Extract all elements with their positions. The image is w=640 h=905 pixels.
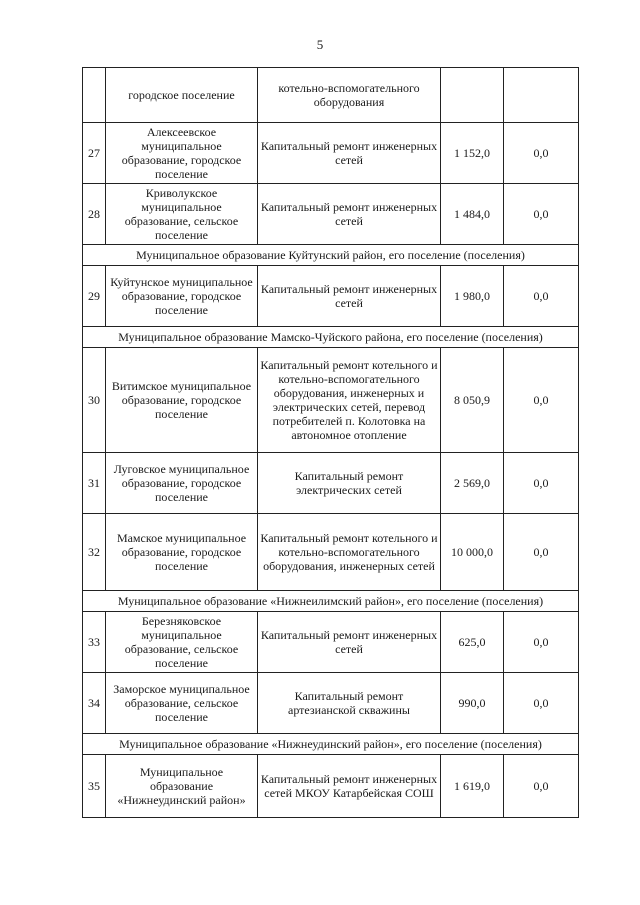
section-header-row (83, 245, 579, 266)
row-number: 31 (83, 453, 106, 514)
amount-cell: 2 569,0 (441, 453, 504, 514)
other-amount-cell: 0,0 (504, 755, 579, 818)
page-number: 5 (316, 37, 324, 52)
work-description: Капитальный ремонт инженерных сетей (258, 123, 441, 184)
row-number: 32 (83, 514, 106, 591)
other-amount-cell (504, 68, 579, 123)
table-row (83, 514, 579, 591)
row-number: 30 (83, 348, 106, 453)
section-title: Муниципальное образование «Нижнеилимский район», его поселение (поселения) (83, 591, 579, 612)
amount-cell: 1 619,0 (441, 755, 504, 818)
row-number (83, 68, 106, 123)
other-amount-cell: 0,0 (504, 673, 579, 734)
work-description: Капитальный ремонт инженерных сетей МКОУ Катарбейская СОШ (258, 755, 441, 818)
municipality-name: Криволукское муниципальное образование, сельское поселение (106, 184, 258, 245)
table-row (83, 348, 579, 453)
work-description: Капитальный ремонт инженерных сетей (258, 612, 441, 673)
row-number: 29 (83, 266, 106, 327)
section-header-row (83, 591, 579, 612)
table-row (83, 184, 579, 245)
other-amount-cell: 0,0 (504, 612, 579, 673)
amount-cell: 10 000,0 (441, 514, 504, 591)
table-row (83, 266, 579, 327)
municipality-name: Березняковское муниципальное образование, сельское поселение (106, 612, 258, 673)
other-amount-cell: 0,0 (504, 184, 579, 245)
row-number: 34 (83, 673, 106, 734)
funding-table (82, 67, 579, 818)
municipality-name: Куйтунское муниципальное образование, городское поселение (106, 266, 258, 327)
work-description: Капитальный ремонт котельного и котельно-вспомогательного оборудования, инженерных сетей (258, 514, 441, 591)
section-header-row (83, 734, 579, 755)
amount-cell: 1 484,0 (441, 184, 504, 245)
amount-cell: 8 050,9 (441, 348, 504, 453)
table-row (83, 123, 579, 184)
municipality-name: Мамское муниципальное образование, городское поселение (106, 514, 258, 591)
work-description: Капитальный ремонт инженерных сетей (258, 184, 441, 245)
municipality-name: Алексеевское муниципальное образование, городское поселение (106, 123, 258, 184)
municipality-name: городское поселение (106, 68, 258, 123)
section-title: Муниципальное образование Куйтунский район, его поселение (поселения) (83, 245, 579, 266)
municipality-name: Заморское муниципальное образование, сельское поселение (106, 673, 258, 734)
amount-cell (441, 68, 504, 123)
other-amount-cell: 0,0 (504, 453, 579, 514)
work-description: Капитальный ремонт инженерных сетей (258, 266, 441, 327)
table-row (83, 612, 579, 673)
municipality-name: Луговское муниципальное образование, городское поселение (106, 453, 258, 514)
table-row (83, 453, 579, 514)
amount-cell: 990,0 (441, 673, 504, 734)
work-description: Капитальный ремонт артезианской скважины (258, 673, 441, 734)
row-number: 35 (83, 755, 106, 818)
row-number: 27 (83, 123, 106, 184)
work-description: котельно-вспомогательного оборудования (258, 68, 441, 123)
other-amount-cell: 0,0 (504, 348, 579, 453)
section-title: Муниципальное образование Мамско-Чуйского района, его поселение (поселения) (83, 327, 579, 348)
section-header-row (83, 327, 579, 348)
row-number: 28 (83, 184, 106, 245)
municipality-name: Муниципальное образование «Нижнеудинский район» (106, 755, 258, 818)
amount-cell: 1 980,0 (441, 266, 504, 327)
row-number: 33 (83, 612, 106, 673)
work-description: Капитальный ремонт электрических сетей (258, 453, 441, 514)
work-description: Капитальный ремонт котельного и котельно-вспомогательного оборудования, инженерных и электрических сетей, перевод потребителей п. Колотовка на автономное отопление (258, 348, 441, 453)
table-row (83, 673, 579, 734)
section-title: Муниципальное образование «Нижнеудинский район», его поселение (поселения) (83, 734, 579, 755)
other-amount-cell: 0,0 (504, 266, 579, 327)
amount-cell: 1 152,0 (441, 123, 504, 184)
table-row (83, 755, 579, 818)
table-body (83, 68, 579, 818)
table-row (83, 68, 579, 123)
amount-cell: 625,0 (441, 612, 504, 673)
municipality-name: Витимское муниципальное образование, городское поселение (106, 348, 258, 453)
other-amount-cell: 0,0 (504, 514, 579, 591)
other-amount-cell: 0,0 (504, 123, 579, 184)
